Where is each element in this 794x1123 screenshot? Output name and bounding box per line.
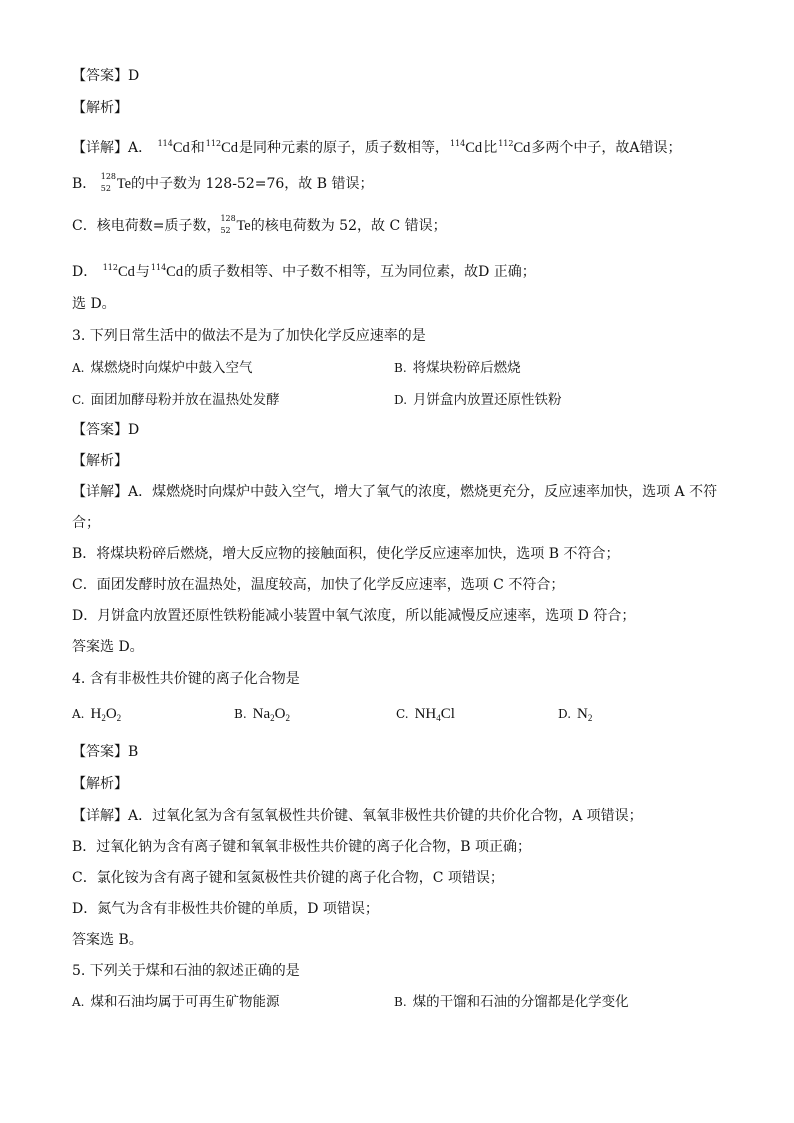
q2-detail-c: C．核电荷数=质子数， 128 52 Te的核电荷数为 52，故 C 错误； <box>72 214 447 235</box>
q3-analysis-tag: 【解析】 <box>72 453 128 469</box>
q4-detail-c: C．氯化铵为含有离子键和氢氮极性共价键的离子化合物，C 项错误； <box>72 870 504 886</box>
q5-stem: 5. 下列关于煤和石油的叙述正确的是 <box>72 963 300 979</box>
answer-tag: 【答案】 <box>72 744 128 760</box>
q2-answer-line <box>72 66 139 86</box>
q4-answer-line <box>72 742 138 762</box>
q4-conclusion: 答案选 B。 <box>72 932 143 948</box>
q2-detail-d: D． $^{112}$Cd与$^{114}$Cd的质子数相等、中子数不相等，互为同位素，故D 正确； <box>72 258 536 282</box>
q3-conclusion: 答案选 D。 <box>72 639 144 655</box>
q2-conclusion: 选 D。 <box>72 296 116 312</box>
q3-detail-a-cont: 合； <box>72 515 100 531</box>
q4-detail-b: B．过氧化钠为含有离子键和氧氧非极性共价键的离子化合物，B 项正确； <box>72 839 532 855</box>
isotope-cd114: $^{114}$Cd <box>157 139 190 156</box>
isotope-cd112: $^{112}$Cd <box>205 139 238 156</box>
q2-detail-a: 【详解】A． $^{114}$Cd和$^{112}$Cd是同种元素的原子，质子数相等，$^{114}$Cd比$^{112}$Cd多两个中子，故A错误； <box>72 134 682 158</box>
q3-option-c: C. 面团加酵母粉并放在温热处发酵 <box>72 392 280 408</box>
answer-tag: 【答案】 <box>72 422 128 438</box>
isotope-cd112: $^{112}$Cd <box>102 263 135 280</box>
answer-tag: 【答案】 <box>72 68 128 84</box>
answer-value: B <box>128 744 139 760</box>
q3-stem: 3. 下列日常生活中的做法不是为了加快化学反应速率的是 <box>72 328 426 344</box>
answer-value: D <box>128 422 140 438</box>
q3-option-a: A. 煤燃烧时向煤炉中鼓入空气 <box>72 360 253 376</box>
q3-detail-b: B．将煤块粉碎后燃烧，增大反应物的接触面积，使化学反应速率加快，选项 B 不符合； <box>72 546 620 562</box>
q3-detail-d: D．月饼盒内放置还原性铁粉能减小装置中氧气浓度，所以能减慢反应速率，选项 D 符合； <box>72 608 636 624</box>
q4-analysis-tag: 【解析】 <box>72 776 128 792</box>
q5-option-a: A. 煤和石油均属于可再生矿物能源 <box>72 994 280 1010</box>
q3-answer-line <box>72 420 139 440</box>
q2-detail-b: B． 128 52 Te的中子数为 128-52=76，故 B 错误； <box>72 172 374 193</box>
q4-stem: 4. 含有非极性共价键的离子化合物是 <box>72 671 300 687</box>
isotope-cd114: $^{114}$Cd <box>150 263 184 280</box>
q4-option-d: D. $N_2$ <box>558 706 593 723</box>
q4-option-c: C. $NH_4Cl$ <box>396 706 455 723</box>
answer-value: D <box>128 68 140 84</box>
q3-option-d: D. 月饼盒内放置还原性铁粉 <box>394 392 562 408</box>
q4-detail-a: 【详解】A．过氧化氢为含有氢氧极性共价键、氧氧非极性共价键的共价化合物，A 项错误； <box>72 808 643 824</box>
isotope-cd114: $^{114}$Cd <box>449 139 483 156</box>
q3-detail-c: C．面团发酵时放在温热处，温度较高，加快了化学反应速率，选项 C 不符合； <box>72 577 565 593</box>
detail-tag: 【详解】 <box>72 140 128 156</box>
isotope-cd112: $^{112}$Cd <box>498 139 531 156</box>
q4-detail-d: D．氮气为含有非极性共价键的单质，D 项错误； <box>72 901 379 917</box>
nuclide-te128: 128 52 <box>220 214 236 235</box>
q4-option-a: A. $H_2O_2$ <box>72 706 122 723</box>
nuclide-te128: 128 52 <box>100 172 117 193</box>
q3-option-b: B. 将煤块粉碎后燃烧 <box>394 360 521 376</box>
q4-option-b: B. $Na_2O_2$ <box>234 706 290 723</box>
q2-analysis-tag: 【解析】 <box>72 100 128 116</box>
q3-detail-a: 【详解】A．煤燃烧时向煤炉中鼓入空气，增大了氧气的浓度，燃烧更充分，反应速率加快，选项 A 不符 <box>72 484 718 500</box>
q5-option-b: B. 煤的干馏和石油的分馏都是化学变化 <box>394 994 629 1010</box>
